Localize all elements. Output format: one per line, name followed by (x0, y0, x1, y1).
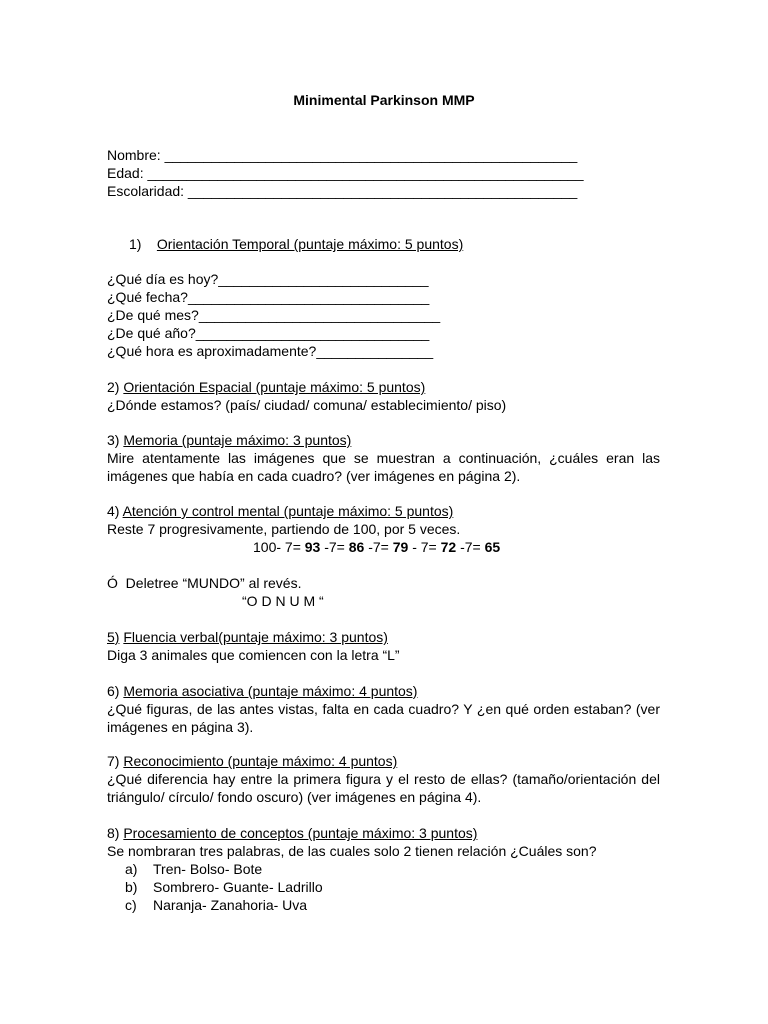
list-item-label: b) (125, 879, 138, 895)
question-day: ¿Qué día es hoy?___________________________ (107, 271, 429, 287)
section-3-heading-row (107, 431, 660, 449)
section-4-heading: Atención y control mental (puntaje máximo: 5 puntos) (122, 503, 454, 519)
section-1 (107, 235, 660, 360)
calc-part-4: - 7= (408, 539, 441, 555)
section-7-heading-row (107, 752, 660, 770)
calc-value-4: 72 (440, 539, 457, 555)
section-2-text: ¿Dónde estamos? (país/ ciudad/ comuna/ establecimiento/ piso) (107, 397, 507, 413)
list-item-text: Naranja- Zanahoria- Uva (153, 897, 308, 913)
section-4-heading-row (107, 502, 660, 520)
section-7-heading: Reconocimiento (puntaje máximo: 4 puntos) (123, 753, 398, 769)
section-2-number: 2) (107, 379, 120, 395)
list-item (107, 860, 660, 878)
question-year: ¿De qué año?______________________________ (107, 325, 430, 341)
word-groups-list (107, 860, 660, 914)
section-6-number: 6) (107, 683, 120, 699)
patient-fields (107, 146, 584, 200)
section-6-text: ¿Qué figuras, de las antes vistas, falta en cada cuadro? Y ¿en qué orden estaban? (ver imágenes en página 3). (107, 701, 660, 735)
question-date: ¿Qué fecha?_______________________________ (107, 289, 430, 305)
subtraction-sequence (107, 538, 660, 556)
edad-field: Edad: ________________________________________________________ (107, 165, 584, 181)
section-4 (107, 502, 660, 610)
calc-part-3: -7= (364, 539, 393, 555)
section-1-heading-row (107, 235, 660, 253)
calc-value-1: 93 (304, 539, 321, 555)
calc-value-2: 86 (348, 539, 365, 555)
section-8-heading-row (107, 824, 660, 842)
section-7 (107, 752, 660, 806)
section-5-heading: Fluencia verbal(puntaje máximo: 3 puntos) (123, 629, 388, 645)
list-item-label: c) (125, 897, 137, 913)
list-item-text: Sombrero- Guante- Ladrillo (153, 879, 323, 895)
escolaridad-field: Escolaridad: __________________________________________________ (107, 183, 578, 199)
section-7-number: 7) (107, 753, 120, 769)
calc-part-5: -7= (456, 539, 485, 555)
section-5-text: Diga 3 animales que comiencen con la letra “L” (107, 647, 400, 663)
section-8-text: Se nombraran tres palabras, de las cuales solo 2 tienen relación ¿Cuáles son? (107, 843, 597, 859)
section-2 (107, 378, 660, 414)
section-8-heading: Procesamiento de conceptos (puntaje máximo: 3 puntos) (123, 825, 478, 841)
spell-backwards-answer: “O D N U M “ (242, 593, 324, 609)
section-6 (107, 682, 660, 736)
calc-part-1: 100- 7= (253, 539, 305, 555)
calc-part-2: -7= (320, 539, 349, 555)
section-5-number: 5) (107, 629, 120, 645)
list-item-text: Tren- Bolso- Bote (153, 861, 263, 877)
section-2-heading: Orientación Espacial (puntaje máximo: 5 puntos) (123, 379, 426, 395)
section-8-number: 8) (107, 825, 120, 841)
list-item (107, 896, 660, 914)
calc-value-3: 79 (392, 539, 409, 555)
section-4-text: Reste 7 progresivamente, partiendo de 100, por 5 veces. (107, 521, 461, 537)
question-time: ¿Qué hora es aproximadamente?_______________ (107, 343, 434, 359)
section-1-heading: Orientación Temporal (puntaje máximo: 5 puntos) (156, 236, 464, 252)
section-3-heading: Memoria (puntaje máximo: 3 puntos) (123, 432, 352, 448)
section-8 (107, 824, 660, 914)
section-3-number: 3) (107, 432, 120, 448)
section-2-heading-row (107, 378, 660, 396)
section-6-heading: Memoria asociativa (puntaje máximo: 4 puntos) (123, 683, 418, 699)
section-4-number: 4) (107, 503, 120, 519)
spell-backwards-text: Ó Deletree “MUNDO” al revés. (107, 575, 302, 591)
section-5-heading-row (107, 628, 660, 646)
page-title: Minimental Parkinson MMP (293, 92, 475, 108)
section-7-text: ¿Qué diferencia hay entre la primera figura y el resto de ellas? (tamaño/orientación del triángulo/ círculo/ fondo oscuro) (ver imágenes en página 4). (107, 771, 660, 805)
section-5 (107, 628, 660, 664)
section-3-text: Mire atentamente las imágenes que se muestran a continuación, ¿cuáles eran las imágenes que había en cada cuadro? (ver imágenes en página 2). (107, 450, 660, 484)
section-3 (107, 431, 660, 485)
nombre-field: Nombre: _____________________________________________________ (107, 147, 578, 163)
section-6-heading-row (107, 682, 660, 700)
question-month: ¿De qué mes?_______________________________ (107, 307, 441, 323)
list-item (107, 878, 660, 896)
section-1-number: 1) (129, 236, 142, 252)
list-item-label: a) (125, 861, 138, 877)
calc-value-5: 65 (484, 539, 501, 555)
